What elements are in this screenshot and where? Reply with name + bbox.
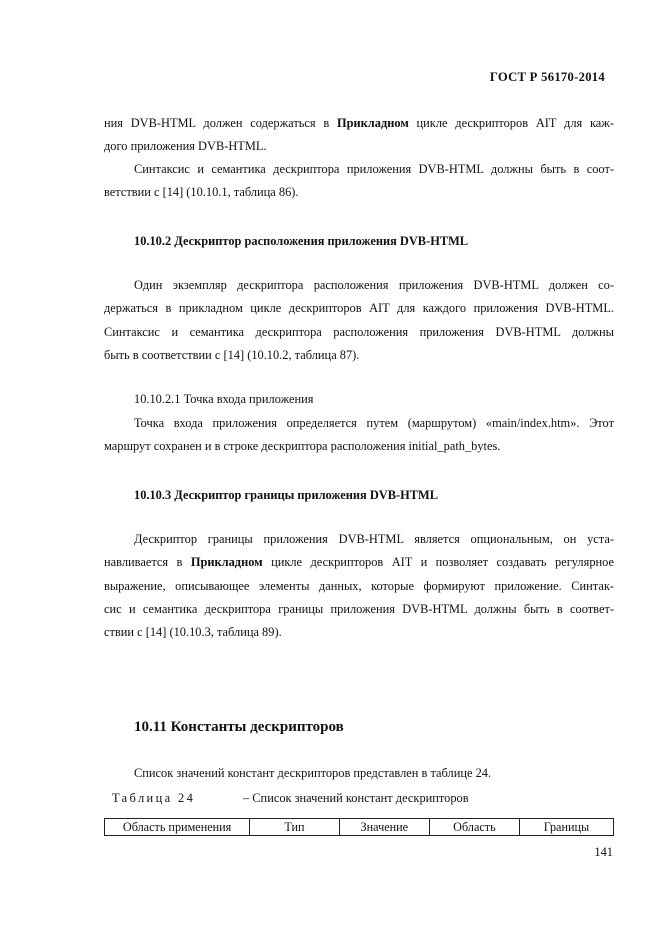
bold-term: Прикладном [190,555,263,570]
bold-term: Прикладном [337,116,409,130]
column-header-area: Область [429,819,519,836]
table-caption-label: Таблица 24 [112,791,196,805]
text-line: сис и семантика дескриптора границы приложения DVB-HTML должны быть в соответ- [104,601,614,616]
column-header-value: Значение [339,819,429,836]
subsection-heading-10-10-2-1: 10.10.2.1 Точка входа приложения [134,392,314,406]
text-line: быть в соответствии с [14] (10.10.2, таблица 87). [104,347,360,362]
text-line: Дескриптор границы приложения DVB-HTML является опциональным, он уста- [134,532,614,546]
text-line: выражение, описывающее элементы данных, которые формируют приложение. Синтак- [104,578,614,593]
paragraph-entry-point [104,412,614,459]
page-number: 141 [594,845,613,859]
paragraph-continuation [104,112,614,159]
text-fragment: навливается в [104,555,191,570]
paragraph-syntax-dvb-html [104,158,614,205]
text-line: ствии с [14] (10.10.3, таблица 89). [104,625,282,640]
column-header-type: Тип [250,819,340,836]
paragraph-boundary-descriptor [104,528,614,644]
text-fragment: цикле дескрипторов AIT для каж- [408,116,614,130]
text-line: маршрут сохранен и в строке дескриптора расположения initial_path_bytes. [104,439,501,454]
text-line: держаться в прикладном цикле дескрипторов AIT для каждого приложения DVB-HTML. [104,301,614,316]
text-line: Синтаксис и семантика дескриптора расположения приложения DVB-HTML должны [104,324,614,339]
paragraph-location-descriptor [104,274,614,367]
text-line: Один экземпляр дескриптора расположения приложения DVB-HTML должен со- [134,278,614,292]
table-caption [112,791,469,806]
column-header-scope: Область применения [105,819,250,836]
section-heading-10-10-2: 10.10.2 Дескриптор расположения приложения DVB-HTML [134,234,469,248]
descriptor-constants-table [104,818,614,836]
section-heading-10-11: 10.11 Константы дескрипторов [134,719,344,735]
table-header-row [105,819,614,836]
document-header-id: ГОСТ Р 56170-2014 [489,70,605,84]
text-line: Точка входа приложения определяется путем (маршрутом) «main/index.htm». Этот [134,416,614,430]
text-line: дого приложения DVB-HTML. [104,139,267,154]
text-line: Синтаксис и семантика дескриптора приложения DVB-HTML должны быть в соот- [134,162,614,176]
paragraph-constants-intro: Список значений констант дескрипторов представлен в таблице 24. [134,766,492,780]
text-fragment: цикле дескрипторов AIT и позволяет создавать регулярное [262,555,614,570]
text-fragment: ния DVB-HTML должен содержаться в [104,116,337,130]
text-line: ветствии с [14] (10.10.1, таблица 86). [104,185,299,200]
section-heading-10-10-3: 10.10.3 Дескриптор границы приложения DVB-HTML [134,488,438,502]
column-header-bounds: Границы [519,819,613,836]
table-caption-text: – Список значений констант дескрипторов [243,791,469,805]
